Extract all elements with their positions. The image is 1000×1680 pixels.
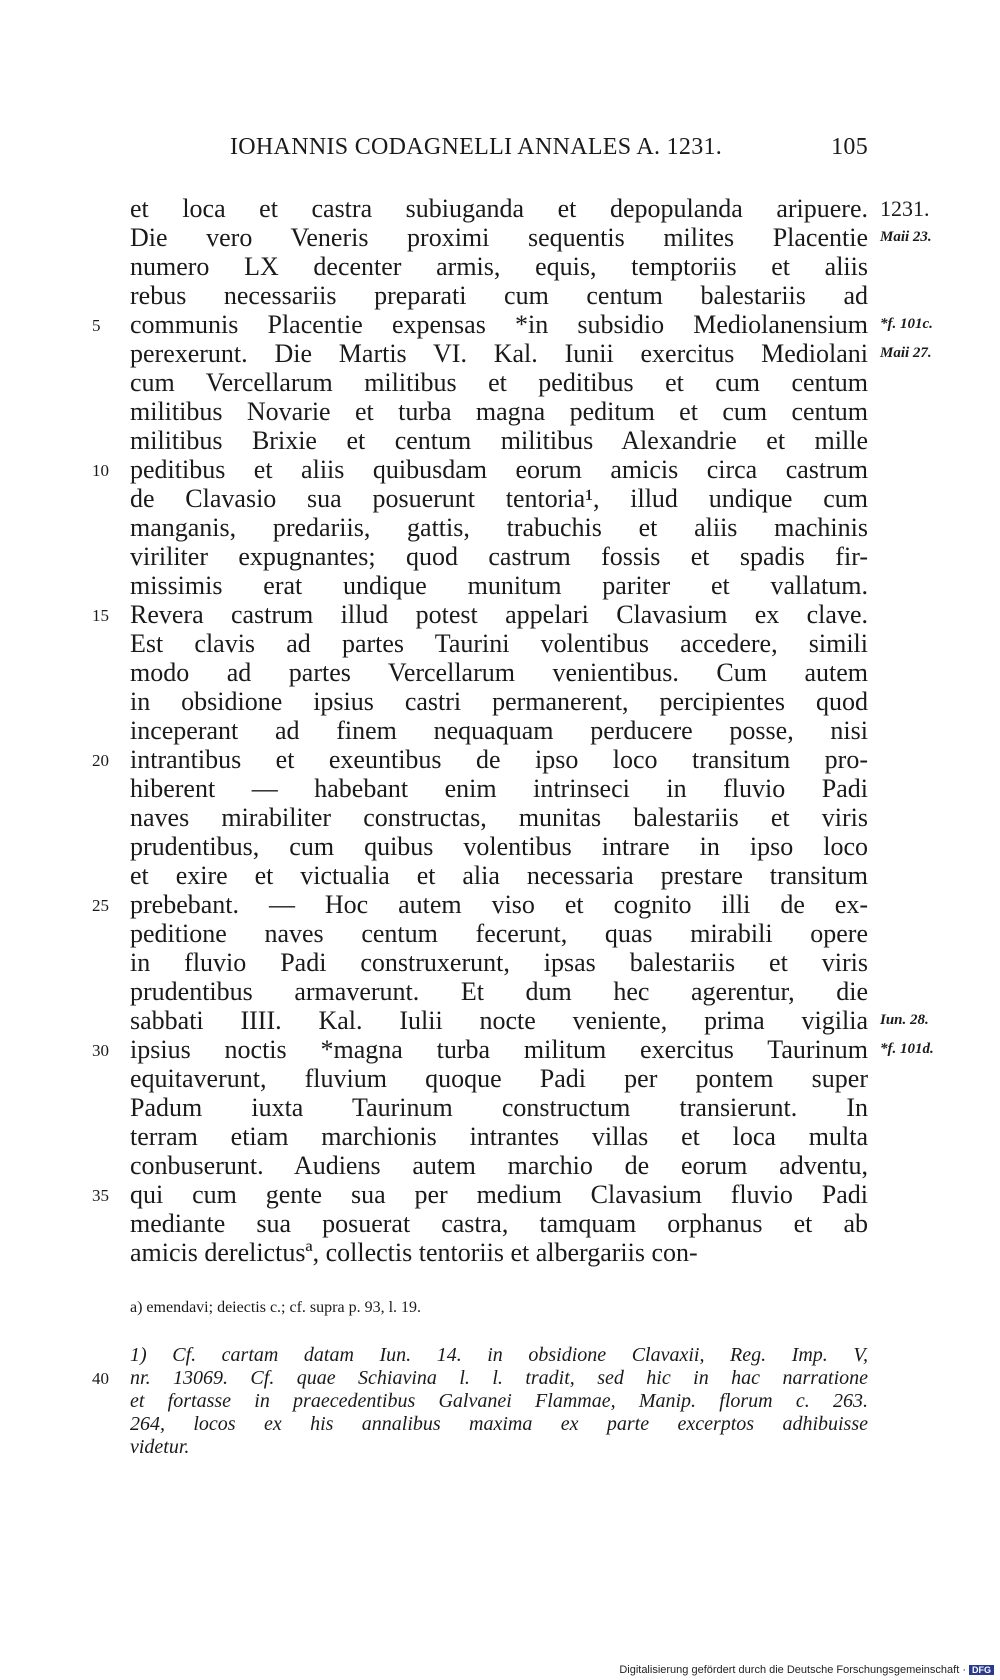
text-line: [130, 368, 868, 397]
margin-note: *f. 101c.: [880, 316, 933, 332]
line-text: inceperant ad finem nequaquam perducere posse, nisi: [130, 716, 868, 745]
text-line: [130, 194, 930, 223]
line-text: militibus Brixie et centum militibus Alexandrie et mille: [130, 426, 868, 455]
text-line: [92, 745, 868, 774]
text-line: [130, 397, 868, 426]
line-text: perexerunt. Die Martis VI. Kal. Iunii exercitus Mediolani: [130, 339, 868, 368]
line-number: 35: [92, 1186, 109, 1205]
text-line: [130, 977, 868, 1006]
footnote-line: [92, 1367, 868, 1390]
text-line: [130, 1006, 929, 1035]
text-line: [130, 252, 868, 281]
margin-note: *f. 101d.: [880, 1041, 934, 1057]
critical-apparatus-note: a) emendavi; deiectis c.; cf. supra p. 93, l. 19.: [130, 1299, 422, 1316]
text-line: [130, 1064, 868, 1093]
margin-note: Maii 23.: [880, 229, 932, 245]
line-text: mediante sua posuerat castra, tamquam orphanus et ab: [130, 1209, 868, 1238]
line-text: ipsius noctis *magna turba militum exercitus Taurinum: [130, 1035, 868, 1064]
line-text: viriliter expugnantes; quod castrum fossis et spadis fir-: [130, 542, 868, 571]
text-line: [130, 774, 868, 803]
line-text: et exire et victualia et alia necessaria prestare transitum: [130, 861, 868, 890]
text-line: [130, 223, 932, 252]
credit-text: Digitalisierung gefördert durch die Deutsche Forschungsgemeinschaft ·: [619, 1664, 966, 1676]
dfg-logo: DFG: [969, 1665, 994, 1675]
line-text: equitaverunt, fluvium quoque Padi per pontem super: [130, 1064, 868, 1093]
text-line: [130, 629, 868, 658]
line-text: sabbati IIII. Kal. Iulii nocte veniente, prima vigilia: [130, 1006, 868, 1035]
line-text: terram etiam marchionis intrantes villas et loca multa: [130, 1122, 868, 1151]
text-line: [130, 513, 868, 542]
text-line: [130, 1151, 868, 1180]
text-line: [130, 948, 868, 977]
text-line: [130, 484, 868, 513]
margin-note: Iun. 28.: [880, 1012, 929, 1028]
line-number: 20: [92, 751, 109, 770]
line-text: conbuserunt. Audiens autem marchio de eorum adventu,: [130, 1151, 868, 1180]
line-text: manganis, predariis, gattis, trabuchis et aliis machinis: [130, 513, 868, 542]
line-text: et loca et castra subiuganda et depopulanda aripuere.: [130, 194, 868, 223]
footnote-text: 264, locos ex his annalibus maxima ex parte excerptos adhibuisse: [130, 1413, 868, 1435]
margin-note: Maii 27.: [880, 345, 932, 361]
line-number: 40: [92, 1369, 109, 1388]
line-number: 25: [92, 896, 109, 915]
text-line: [130, 658, 868, 687]
text-line: [130, 919, 868, 948]
line-text: prebebant. — Hoc autem viso et cognito illi de ex-: [130, 890, 868, 919]
line-text: numero LX decenter armis, equis, temptoriis et aliis: [130, 252, 868, 281]
digitization-credit: [619, 1664, 994, 1676]
text-line: [92, 890, 868, 919]
footnote-line: [130, 1390, 868, 1413]
line-text: Die vero Veneris proximi sequentis milites Placentie: [130, 223, 868, 252]
text-line: [130, 542, 868, 571]
line-text: communis Placentie expensas *in subsidio Mediolanensium: [130, 310, 868, 339]
footnote-line: [130, 1436, 868, 1459]
line-text: de Clavasio sua posuerunt tentoria¹, illud undique cum: [130, 484, 868, 513]
text-line: [130, 281, 868, 310]
line-text: hiberent — habebant enim intrinseci in fluvio Padi: [130, 774, 868, 803]
line-number: 15: [92, 606, 109, 625]
text-line: [130, 687, 868, 716]
footnote-line: [130, 1413, 868, 1436]
page-title: IOHANNIS CODAGNELLI ANNALES A. 1231.: [230, 134, 723, 160]
text-line: [130, 339, 932, 368]
text-line: [130, 426, 868, 455]
margin-note: 1231.: [880, 196, 930, 221]
line-text: in fluvio Padi construxerunt, ipsas balestariis et viris: [130, 948, 868, 977]
text-line: [130, 803, 868, 832]
line-text: Est clavis ad partes Taurini volentibus accedere, simili: [130, 629, 868, 658]
footnote-text: nr. 13069. Cf. quae Schiavina l. l. tradit, sed hic in hac narratione: [130, 1367, 868, 1389]
text-line: [130, 1238, 868, 1267]
line-text: prudentibus armaverunt. Et dum hec agerentur, die: [130, 977, 868, 1006]
footnotes: [92, 1344, 868, 1459]
text-line: [92, 1180, 868, 1209]
text-line: [130, 1209, 868, 1238]
text-line: [130, 832, 868, 861]
text-line: [130, 1093, 868, 1122]
line-text: modo ad partes Vercellarum venientibus. Cum autem: [130, 658, 868, 687]
line-text: qui cum gente sua per medium Clavasium fluvio Padi: [130, 1180, 868, 1209]
line-text: prudentibus, cum quibus volentibus intrare in ipso loco: [130, 832, 868, 861]
footnote-text: 1) Cf. cartam datam Iun. 14. in obsidione Clavaxii, Reg. Imp. V,: [130, 1344, 868, 1366]
page-number: 105: [831, 134, 868, 160]
line-number: 30: [92, 1041, 109, 1060]
line-text: missimis erat undique munitum pariter et vallatum.: [130, 571, 868, 600]
line-text: cum Vercellarum militibus et peditibus et cum centum: [130, 368, 868, 397]
running-header: [130, 134, 868, 170]
line-text: rebus necessariis preparati cum centum balestariis ad: [130, 281, 868, 310]
line-text: Padum iuxta Taurinum constructum transierunt. In: [130, 1093, 868, 1122]
line-text: in obsidione ipsius castri permanerent, percipientes quod: [130, 687, 868, 716]
text-line: [130, 1122, 868, 1151]
text-line: [92, 1035, 934, 1064]
line-text: amicis derelictusª, collectis tentoriis et albergariis con-: [130, 1238, 698, 1267]
line-number: 5: [92, 316, 101, 335]
text-line: [92, 310, 933, 339]
line-text: Revera castrum illud potest appelari Clavasium ex clave.: [130, 600, 868, 629]
line-text: militibus Novarie et turba magna peditum et cum centum: [130, 397, 868, 426]
text-line: [92, 455, 868, 484]
line-text: peditione naves centum fecerunt, quas mirabili opere: [130, 919, 868, 948]
text-line: [92, 600, 868, 629]
footnote-line: [130, 1344, 868, 1367]
footnote-text: et fortasse in praecedentibus Galvanei Flammae, Manip. florum c. 263.: [130, 1390, 868, 1412]
main-text: [92, 194, 934, 1267]
line-text: peditibus et aliis quibusdam eorum amicis circa castrum: [130, 455, 868, 484]
text-line: [130, 571, 868, 600]
line-text: naves mirabiliter constructas, munitas balestariis et viris: [130, 803, 868, 832]
text-line: [130, 716, 868, 745]
line-number: 10: [92, 461, 109, 480]
text-line: [130, 861, 868, 890]
line-text: intrantibus et exeuntibus de ipso loco transitum pro-: [130, 745, 868, 774]
footnote-text: videtur.: [130, 1436, 190, 1458]
